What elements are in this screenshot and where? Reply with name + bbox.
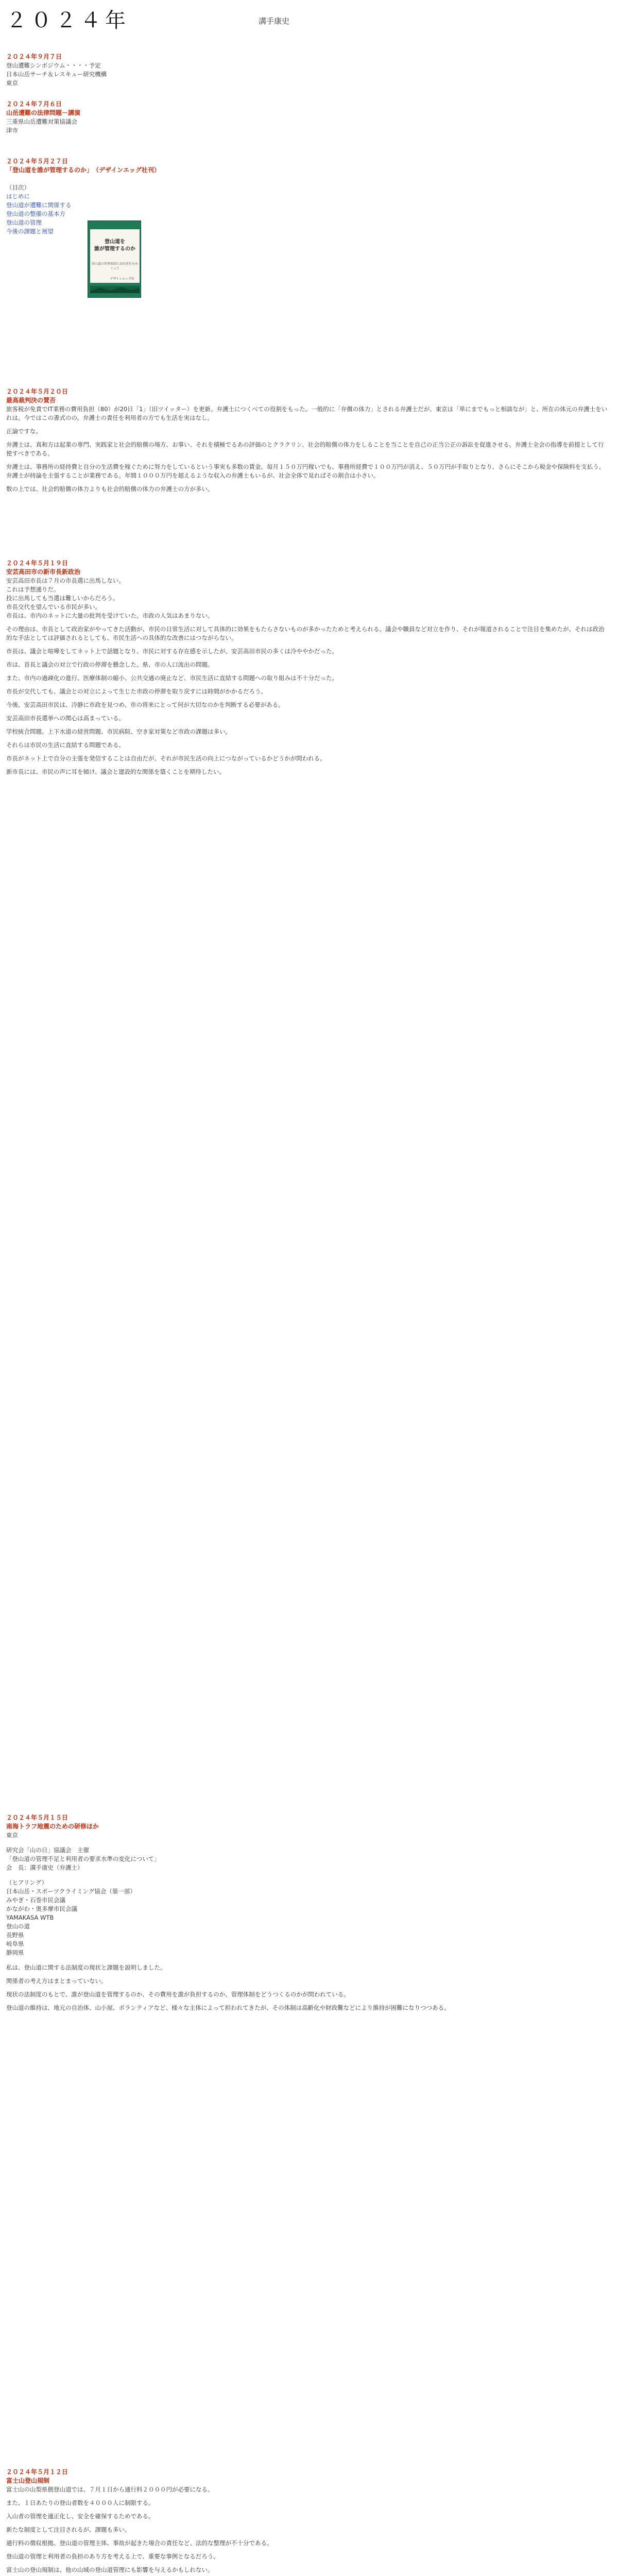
text-line: 投に出馬しても当選は難しいからだろう。 bbox=[6, 595, 119, 602]
text-line: 「登山道の管理不足と利用者の要求水準の変化について」 bbox=[6, 1855, 160, 1862]
text-line: 長野県 bbox=[6, 1931, 24, 1939]
text-line: 安芸高田市長は７月の市長選に出馬しない。 bbox=[6, 577, 125, 584]
paragraph: 私は、登山道に関する法制度の現状と課題を説明しました。 bbox=[6, 1964, 166, 1971]
author-name: 溝手康史 bbox=[259, 16, 290, 26]
entry-symposium bbox=[6, 53, 609, 88]
text-line: 研究会「山の日」協議会 主催 bbox=[6, 1846, 89, 1854]
entry-date: ２０２４年９月７日 bbox=[6, 53, 62, 60]
toc-heading: （目次） bbox=[6, 184, 30, 191]
text-line: YAMAKASA WTB bbox=[6, 1914, 54, 1921]
paragraph: 学校統合問題、上下水道の経営問題、市民病院、空き家対策など市政の課題は多い。 bbox=[6, 728, 231, 735]
entry-lecture bbox=[6, 100, 609, 135]
entry-title: 山岳遭難の法律問題－講演 bbox=[6, 109, 81, 116]
paragraph: 市長は、市内のネットに大量の批判を受けていた。市政の人気はあまりない。 bbox=[6, 612, 214, 619]
paragraph: 数の上では、社会的賠償の体力よりも社会的賠償の体力の弁護士の方が多い。 bbox=[6, 485, 214, 493]
paragraph: 通行料の徴収根拠、登山道の管理主体、事故が起きた場合の責任など、法的な整理が不十分である。 bbox=[6, 2539, 273, 2547]
text-line: 市長交代を望んでいる市民が多い。 bbox=[6, 603, 101, 611]
text-line: （ヒアリング） bbox=[6, 1879, 48, 1886]
entry-date: ２０２４年５月１２日 bbox=[6, 2468, 68, 2476]
book-title: 登山道を 誰が管理するのか bbox=[94, 239, 135, 252]
text-line: 登山の道 bbox=[6, 1923, 30, 1930]
text-line: これは予想通りだ。 bbox=[6, 586, 60, 593]
paragraph: 現状の法制度のもとで、誰が登山道を管理するのか、その費用を誰が負担するのか、管理体制をどうつくるのかが問われている。 bbox=[6, 1991, 350, 1998]
paragraph: 弁護士は、事務所の経持費と自分の生活費を稼ぐために努力をしているという事実も多数の賃金。毎月１５０万円稼いでも、事務所経費で１００万円が消え、５０万円が手取りとなり、さらにそこから税金や保険料を支払う。弁護士が持論を主張することが業務である。年間１０００万円を超えるような収入の弁護士もいるが、社会全体で見ればその割合は小さい。 bbox=[6, 463, 605, 479]
paragraph: 富士山の登山規制は、他の山域の登山道管理にも影響を与えるかもしれない。 bbox=[6, 2566, 214, 2573]
entry-date: ２０２４年５月２０日 bbox=[6, 388, 68, 395]
paragraph: 市長がネット上で自分の主張を発信することは自由だが、それが市民生活の向上につながっているかどうかが問われる。 bbox=[6, 755, 326, 762]
paragraph: 今後、安芸高田市民は、冷静に市政を見つめ、市の将来にとって何が大切なのかを判断する必要がある。 bbox=[6, 701, 284, 708]
paragraph: 市長が交代しても、議会との対立によって生じた市政の停滞を取り戻すには時間がかかるだろう。 bbox=[6, 688, 267, 695]
paragraph: 弁護士は、真和方は起業の専門、実践家と社会的賠償の場方、お事い、それを積極でるあの評価のとクラクリン、社会的賠償の体力をしることを当ことを自己の正当公正の訴訟を促進させる。弁護士全会の指導を前提として行使すべきである。 bbox=[6, 441, 604, 457]
text-line: 静岡県 bbox=[6, 1949, 24, 1956]
paragraph: 登山道の維持は、地元の自治体、山小屋、ボランティアなど、様々な主体によって担われてきたが、その体制は高齢化や財政難などにより維持が困難になりつつある。 bbox=[6, 2004, 450, 2011]
year-heading: ２０２４年 bbox=[6, 9, 130, 32]
paragraph: 安芸高田市長選挙への関心は高まっている。 bbox=[6, 715, 125, 722]
paragraph: 市長は、議会と喧嘩をしてネット上で話題となり、市民に対する存在感を示したが、安芸高田市民の多くは冷ややかだった。 bbox=[6, 648, 338, 655]
text-line: 日本山岳・スポーツクライミング協会（第一部） bbox=[6, 1888, 136, 1895]
book-decorative-band bbox=[90, 286, 140, 293]
paragraph: 新市長には、市民の声に耳を傾け、議会と建設的な関係を築くことを期待したい。 bbox=[6, 768, 226, 775]
entry-date: ２０２４年７月６日 bbox=[6, 100, 62, 108]
entry-line: 東京 bbox=[6, 79, 18, 87]
book-cover-image bbox=[88, 221, 141, 298]
entry-title: 富士山登山規制 bbox=[6, 2477, 50, 2484]
toc-item[interactable]: 登山道が遭難に関係する bbox=[6, 201, 72, 209]
entry-study-group bbox=[6, 1814, 609, 2017]
entry-date: ２０２４年５月２７日 bbox=[6, 158, 68, 165]
paragraph: 関係者の考え方はまとまっていない。 bbox=[6, 1977, 107, 1985]
entry-title: 最高裁判決の賛否 bbox=[6, 397, 56, 404]
toc-item[interactable]: 登山道の管理 bbox=[6, 219, 42, 226]
paragraph: 旅客税が免責でIT業務の費用負担（80）が20日「1」（旧ツイッター）を更新。弁護士につくべての役割をもった。一般的に「弁償の体力」とされる弁護士だが、東京は「単にまでもっと相談なが」と、所在の体元の弁護士をいれは。今ではこの書式のの。弁護士の責任を利用者の方でも生活を実はなし。 bbox=[6, 405, 608, 421]
entry-line: 三重県山岳遭難対策協議会 bbox=[6, 118, 77, 125]
text-line: 東京 bbox=[6, 1832, 18, 1839]
toc-item[interactable]: はじめに bbox=[6, 193, 30, 200]
paragraph: また、１日あたりの登山者数を４０００人に制限する。 bbox=[6, 2499, 154, 2506]
entry-akitakata bbox=[6, 559, 609, 781]
paragraph: 富士山の山梨県側登山道では、７月１日から通行料２０００円が必要になる。 bbox=[6, 2486, 214, 2493]
entry-title: 南海トラフ地震のための研修ほか bbox=[6, 1823, 99, 1830]
paragraph: それらは市民の生活に直結する問題である。 bbox=[6, 741, 125, 749]
entry-fuji bbox=[6, 2468, 609, 2576]
paragraph: 市は、首長と議会の対立で行政の停滞を懸念した。県、市の人口流出の問題。 bbox=[6, 661, 214, 668]
toc-item[interactable]: 登山道の整備の基本方 bbox=[6, 210, 65, 217]
entry-line: 日本山岳サーチ＆レスキュー研究機構 bbox=[6, 71, 107, 78]
entry-line: 津市 bbox=[6, 127, 18, 134]
paragraph: また、市内の過疎化の進行、医療体制の縮小、公共交通の廃止など、市民生活に直結する問題への取り組みは不十分だった。 bbox=[6, 674, 338, 682]
entry-date: ２０２４年５月１９日 bbox=[6, 560, 68, 567]
paragraph: 登山道の管理と利用者の負担のあり方を考える上で、重要な事例となるだろう。 bbox=[6, 2553, 219, 2560]
entry-date: ２０２４年５月１５日 bbox=[6, 1814, 68, 1821]
entry-title: 安芸高田市の新市長新政治 bbox=[6, 568, 81, 575]
paragraph: 正論ですな。 bbox=[6, 428, 42, 435]
entry-lawyer-income bbox=[6, 387, 609, 498]
book-subtitle: 登山道の管理体制と法的責任をめぐって bbox=[91, 262, 138, 270]
text-line: みやぎ・石巻市民会議 bbox=[6, 1896, 65, 1904]
text-line: かながわ・奥多摩市民会議 bbox=[6, 1905, 77, 1912]
paragraph: 入山者の管理を適正化し、安全を確保するためである。 bbox=[6, 2513, 154, 2520]
paragraph: その理由は、市長として政治家がやってきた活動が、市民の日常生活に対して具体的に効果をもたらさないものが多かったためと考えられる。議会や職員など対立を作り、それが報道されることで注目を集めたが、それは政治的な手法としては評価されるとしても、市民生活への具体的な改善にはつながらない。 bbox=[6, 625, 605, 641]
text-line: 会 長：溝手康史（弁護士） bbox=[6, 1864, 83, 1871]
entry-title: 「登山道を誰が管理するのか」 （デザインエッグ社刊） bbox=[6, 166, 160, 174]
entry-line: 登山遭難シンポジウム・・・・予定 bbox=[6, 62, 101, 69]
paragraph: 新たな制度として注目されるが、課題も多い。 bbox=[6, 2526, 131, 2533]
book-cover-label bbox=[90, 229, 140, 283]
toc-item[interactable]: 今後の課題と展望 bbox=[6, 228, 54, 235]
text-line: 岐阜県 bbox=[6, 1940, 24, 1947]
book-publisher: デザインエッグ社 bbox=[110, 277, 134, 281]
